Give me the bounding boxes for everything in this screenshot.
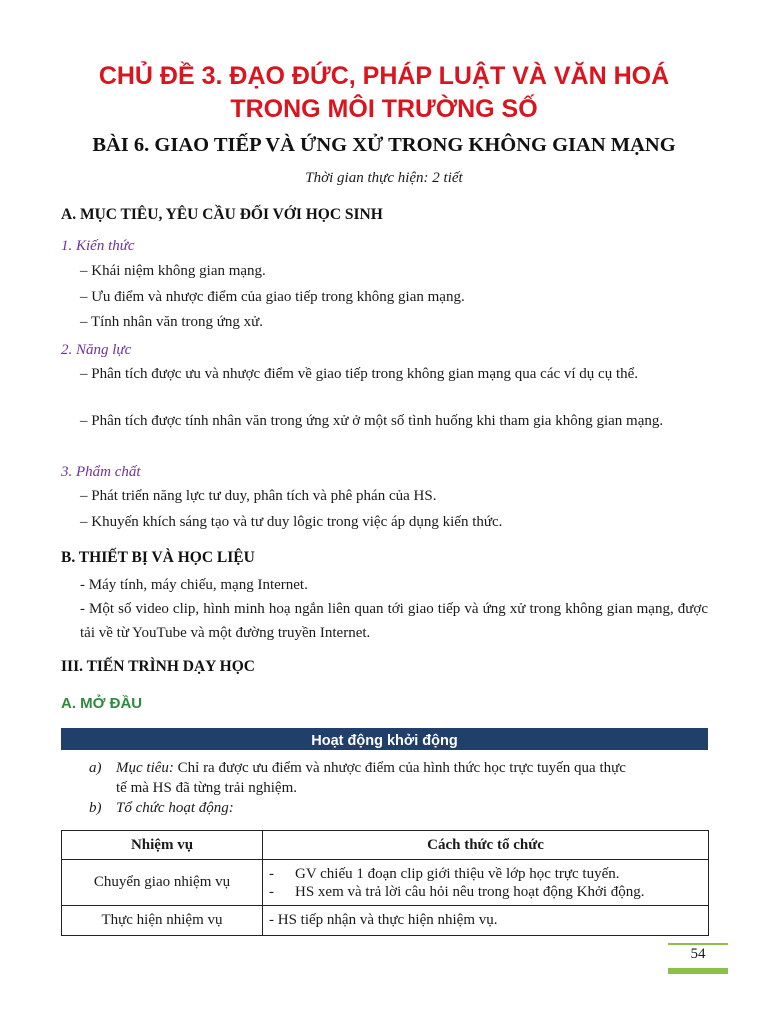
organize-text: Tổ chức hoạt động: (116, 800, 234, 816)
knowledge-item: – Tính nhân văn trong ứng xử. (80, 314, 264, 330)
method-cell (263, 860, 709, 906)
page-number: 54 (690, 946, 706, 962)
table-row (62, 860, 709, 906)
chapter-title-line-1: CHỦ ĐỀ 3. ĐẠO ĐỨC, PHÁP LUẬT VÀ VĂN HOÁ (98, 62, 670, 90)
opening-subheading: A. MỞ ĐẦU (61, 695, 143, 712)
qualities-item: – Phát triển năng lực tư duy, phân tích và phê phán của HS. (80, 488, 437, 504)
task-cell: Chuyển giao nhiệm vụ (62, 860, 263, 906)
method-step-text: GV chiếu 1 đoạn clip giới thiệu về lớp học trực tuyến. (295, 865, 620, 882)
objective-text: Chỉ ra được ưu điểm và nhược điểm của hình thức học trực tuyến qua thực (173, 760, 626, 776)
section-iii-heading: III. TIẾN TRÌNH DẠY HỌC (61, 658, 255, 675)
knowledge-item: – Khái niệm không gian mạng. (80, 263, 266, 279)
knowledge-title: 1. Kiến thức (61, 238, 135, 254)
activity-banner: Hoạt động khởi động (61, 728, 708, 750)
section-b-heading: B. THIẾT BỊ VÀ HỌC LIỆU (61, 549, 255, 566)
table-header-task: Nhiệm vụ (62, 831, 263, 860)
qualities-title: 3. Phẩm chất (61, 464, 141, 480)
duration-note: Thời gian thực hiện: 2 tiết (305, 170, 463, 186)
lesson-title: BÀI 6. GIAO TIẾP VÀ ỨNG XỬ TRONG KHÔNG GIAN MẠNG (92, 134, 676, 156)
method-step: - GV chiếu 1 đoạn clip giới thiệu về lớp học trực tuyến. (269, 865, 620, 882)
qualities-item: – Khuyến khích sáng tạo và tư duy lôgic trong việc áp dụng kiến thức. (80, 514, 503, 530)
knowledge-item: – Ưu điểm và nhược điểm của giao tiếp trong không gian mạng. (80, 289, 465, 305)
competency-item: – Phân tích được ưu và nhược điểm về giao tiếp trong không gian mạng qua các ví dụ cụ thể. (80, 366, 639, 382)
table-header-method: Cách thức tổ chức (263, 831, 709, 860)
competency-title: 2. Năng lực (61, 342, 132, 358)
objective-row (89, 758, 709, 798)
organize-row (89, 798, 709, 818)
table-header-row (62, 831, 709, 860)
chapter-title-line-2: TRONG MÔI TRƯỜNG SỐ (230, 95, 538, 123)
section-a-heading: A. MỤC TIÊU, YÊU CẦU ĐỐI VỚI HỌC SINH (61, 206, 383, 223)
activity-list (89, 758, 709, 818)
organization-table (61, 830, 709, 936)
competency-item: – Phân tích được tính nhân văn trong ứng xử ở một số tình huống khi tham gia không gian mạng. (80, 413, 664, 429)
equipment-item: - Một số video clip, hình minh hoạ ngắn liên quan tới giao tiếp và ứng xử trong không gian mạng, được tải về từ YouTube và một đường truyền Internet. (80, 601, 708, 641)
organize-label: b) (89, 800, 102, 816)
method-step: - HS xem và trả lời câu hỏi nêu trong hoạt động Khởi động. (269, 883, 645, 900)
task-cell: Thực hiện nhiệm vụ (62, 906, 263, 936)
objective-label: a) (89, 760, 102, 776)
method-cell: - HS tiếp nhận và thực hiện nhiệm vụ. (263, 906, 709, 936)
method-step-text: HS xem và trả lời câu hỏi nêu trong hoạt động Khởi động. (295, 883, 645, 900)
equipment-item: - Máy tính, máy chiếu, mạng Internet. (80, 577, 308, 593)
chapter-title (0, 60, 768, 126)
objective-term: Mục tiêu: (116, 760, 174, 776)
table-row (62, 906, 709, 936)
objective-continuation: tế mà HS đã từng trải nghiệm. (116, 780, 298, 796)
footer-rule-bottom (668, 968, 728, 974)
footer-rule-top (668, 943, 728, 945)
